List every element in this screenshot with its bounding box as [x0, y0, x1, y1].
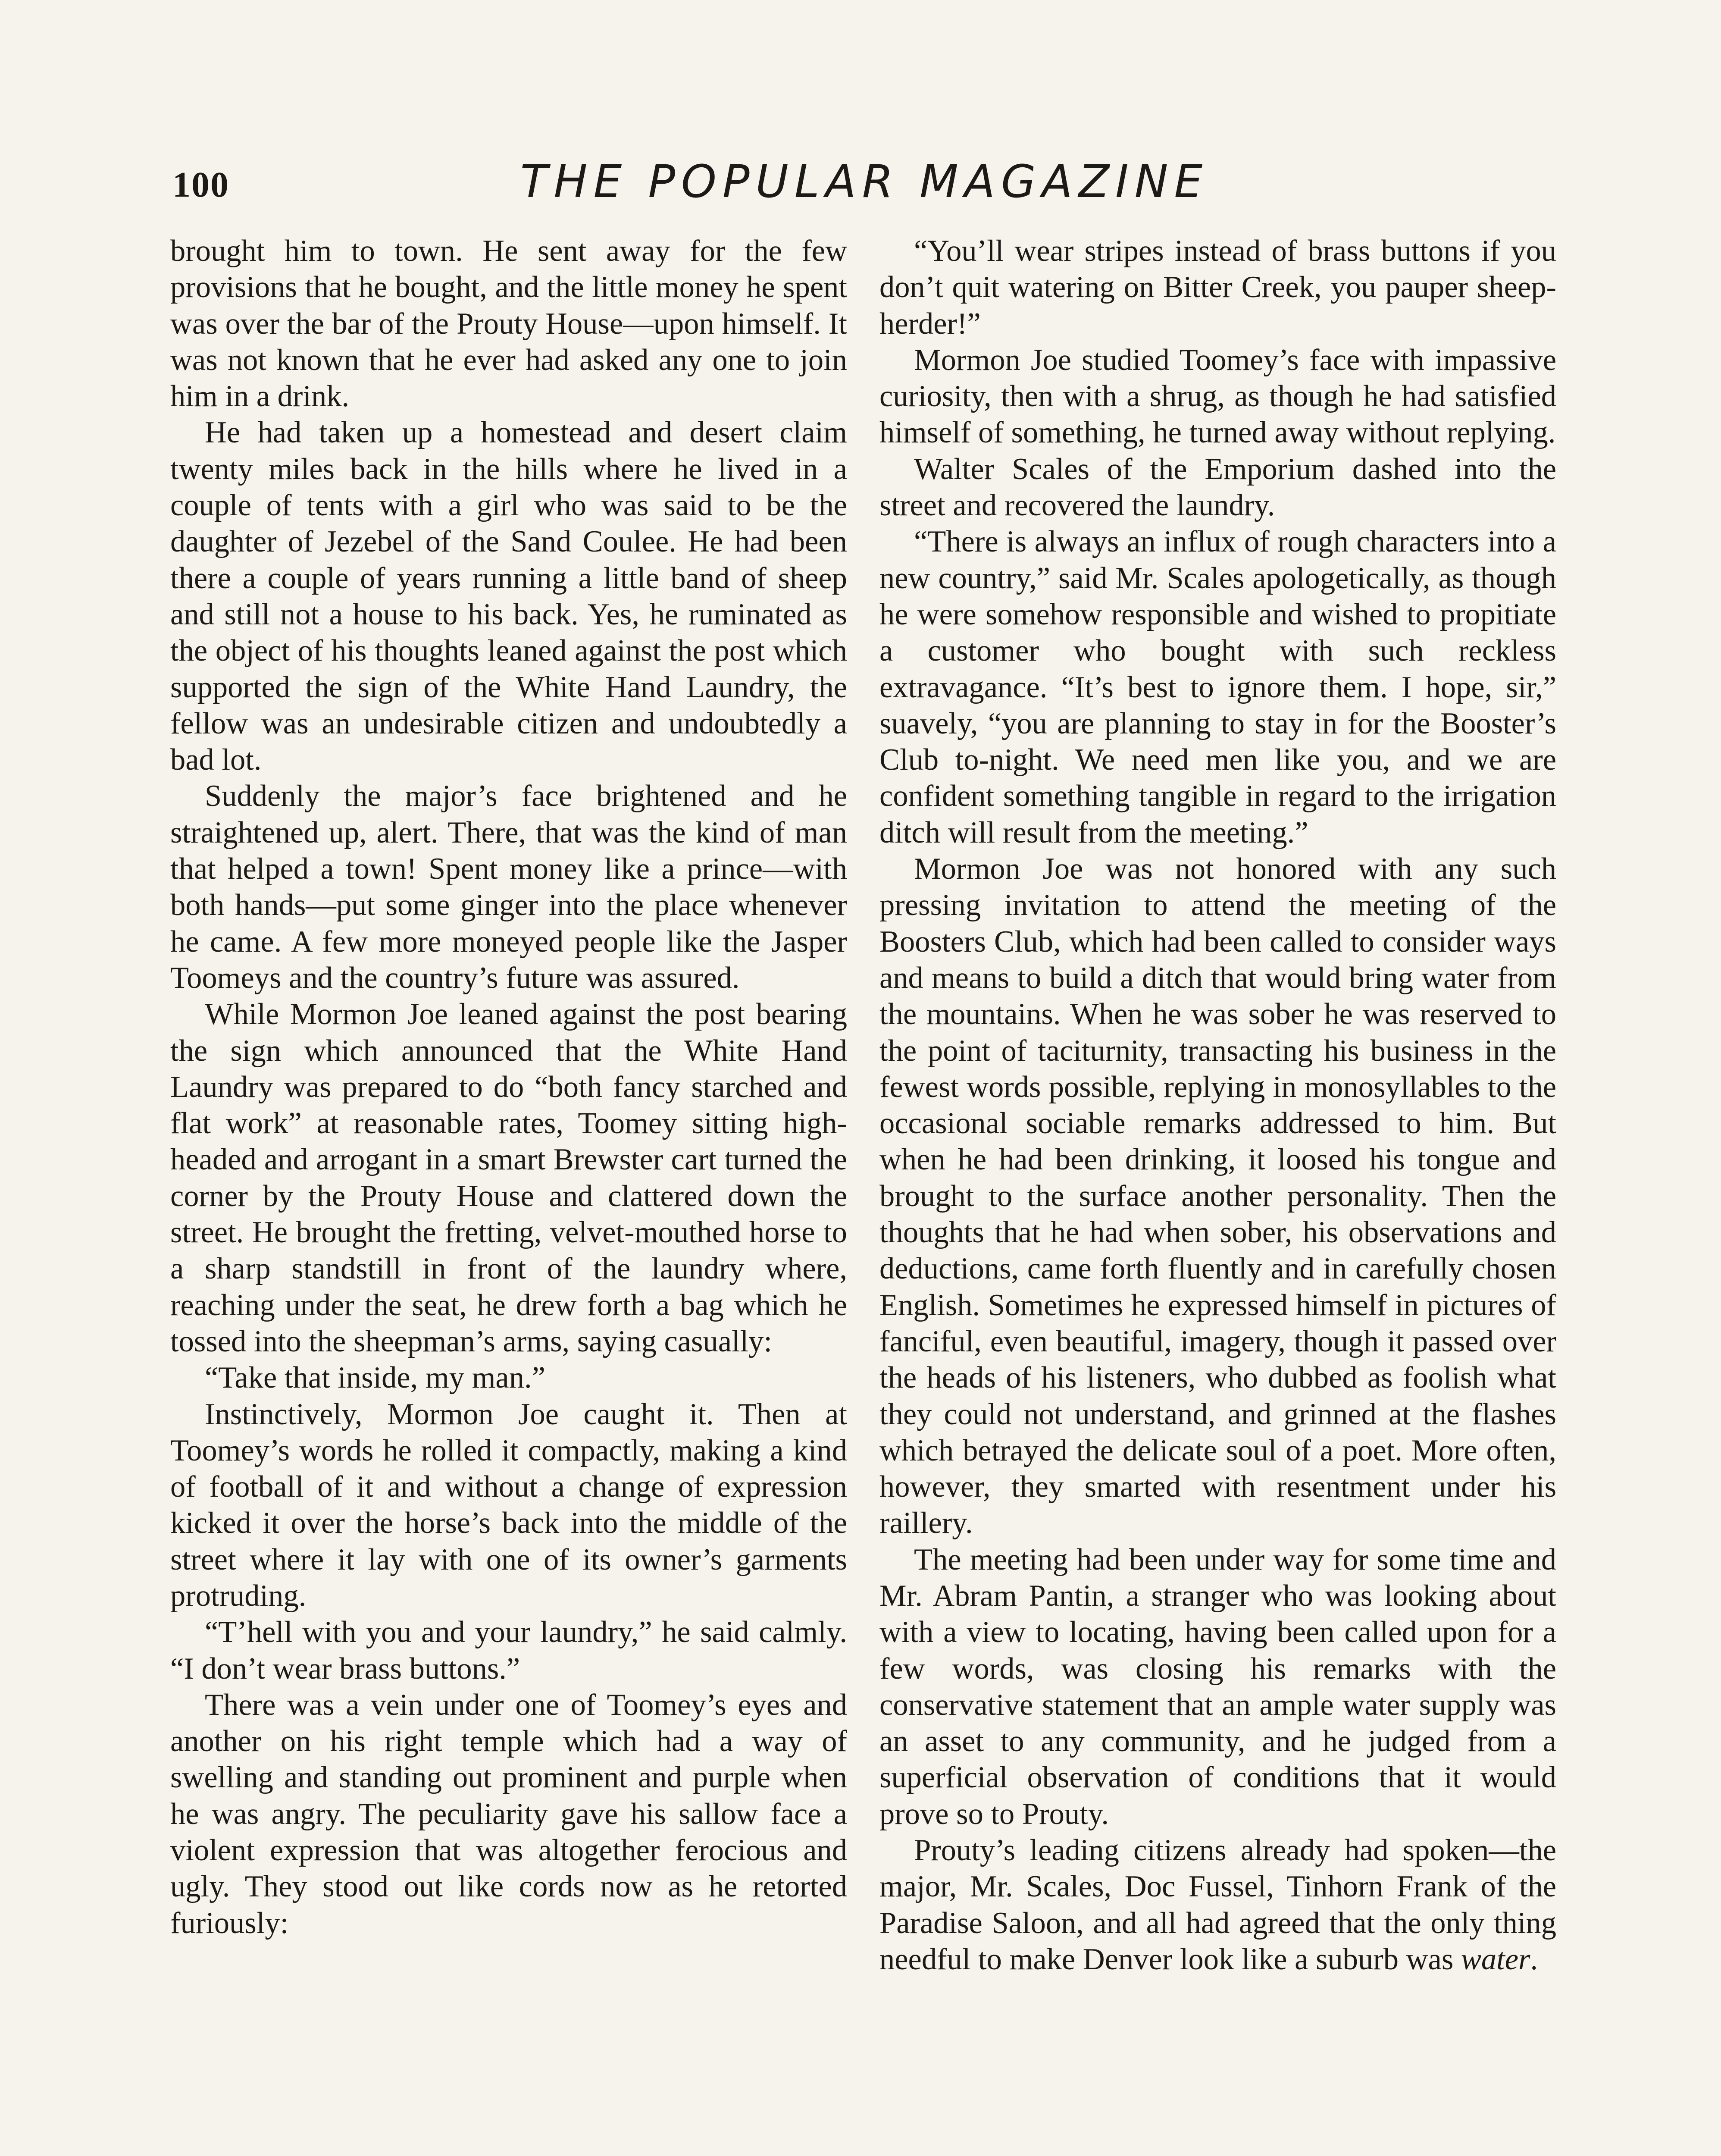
last-paragraph-text: Prouty’s leading citizens already had spoken—the major, Mr. Scales, Doc Fussel, Tinhorn Frank of the Paradise Saloon, and all had agreed that the only thing needful to make Denver look like a suburb was — [879, 1833, 1556, 1976]
paragraph: Walter Scales of the Emporium dashed into the street and recovered the laundry. — [879, 452, 1556, 523]
paragraph: “There is always an influx of rough characters into a new country,” said Mr. Scales apologetically, as though he were somehow responsible and wished to propitiate a customer who bought with such reckless extravagance. “It’s best to ignore them. I hope, sir,” suavely, “you are planning to stay in for the Booster’s Club to-night. We need men like you, and we are confident something tangible in regard to the irrigation ditch will result from the meeting.” — [879, 525, 1556, 849]
paragraph: “Take that inside, my man.” — [205, 1361, 545, 1395]
paragraph: Mormon Joe was not honored with any such pressing invitation to attend the meeting of the Boosters Club, which had been called to consider ways and means to build a ditch that would bring water from the mountains. When he was sober he was reserved to the point of taciturnity, transacting his business in the fewest words possible, replying in monosyllables to the occasional sociable remarks addressed to him. But when he had been drinking, it loosed his tongue and brought to the surface another personality. Then the thoughts that he had when sober, his observations and deductions, came forth fluently and in carefully chosen English. Sometimes he expressed himself in pictures of fanciful, even beautiful, imagery, though it passed over the heads of his listeners, who dubbed as foolish what they could not understand, and grinned at the flashes which betrayed the delicate soul of a poet. More often, however, they smarted with resentment under his raillery. — [879, 852, 1556, 1540]
paragraph: brought him to town. He sent away for the few provisions that he bought, and the little money he spent was over the bar of the Prouty House—upon himself. It was not known that he ever had asked any one to join him in a drink. — [170, 234, 847, 414]
last-paragraph — [879, 1832, 1556, 1977]
paragraph: The meeting had been under way for some time and Mr. Abram Pantin, a stranger who was looking about with a view to locating, having been called upon for a few words, was closing his remarks with the conservative statement that an ample water supply was an asset to any community, and he judged from a superficial observation of conditions that it would prove so to Prouty. — [879, 1542, 1556, 1831]
paragraph: Suddenly the major’s face brightened and he straightened up, alert. There, that was the kind of man that helped a town! Spent money like a prince—with both hands—put some ginger into the place whenever he came. A few more moneyed people like the Jasper Toomeys and the country’s future was assured. — [170, 779, 847, 995]
emphasized-word: water — [1461, 1942, 1530, 1976]
right-column — [879, 233, 1556, 1977]
paragraph: “You’ll wear stripes instead of brass buttons if you don’t quit watering on Bitter Creek, you pauper sheep-herder!” — [879, 234, 1556, 341]
last-paragraph-end: . — [1530, 1942, 1538, 1976]
paragraph: “T’hell with you and your laundry,” he said calmly. “I don’t wear brass buttons.” — [170, 1615, 847, 1686]
left-column — [170, 233, 847, 1941]
page-number: 100 — [172, 165, 229, 205]
page-header — [164, 155, 1565, 216]
paragraph: Mormon Joe studied Toomey’s face with impassive curiosity, then with a shrug, as though he had satisfied himself of something, he turned away without replying. — [879, 343, 1556, 450]
paragraph: There was a vein under one of Toomey’s eyes and another on his right temple which had a way of swelling and standing out prominent and purple when he was angry. The peculiarity gave his sallow face a violent expression that was altogether ferocious and ugly. They stood out like cords now as he retorted furiously: — [170, 1688, 847, 1940]
paragraph: He had taken up a homestead and desert claim twenty miles back in the hills where he lived in a couple of tents with a girl who was said to be the daughter of Jezebel of the Sand Coulee. He had been there a couple of years running a little band of sheep and still not a house to his back. Yes, he ruminated as the object of his thoughts leaned against the post which supported the sign of the White Hand Laundry, the fellow was an undesirable citizen and undoubtedly a bad lot. — [170, 416, 847, 777]
paragraph: While Mormon Joe leaned against the post bearing the sign which announced that the White Hand Laundry was prepared to do “both fancy starched and flat work” at reasonable rates, Toomey sitting high-headed and arrogant in a smart Brewster cart turned the corner by the Prouty House and clattered down the street. He brought the fretting, velvet-mouthed horse to a sharp standstill in front of the laundry where, reaching under the seat, he drew forth a bag which he tossed into the sheepman’s arms, saying casually: — [170, 997, 847, 1358]
magazine-title: THE POPULAR MAGAZINE — [520, 155, 1209, 208]
paragraph: Instinctively, Mormon Joe caught it. Then at Toomey’s words he rolled it compactly, making a kind of football of it and without a change of expression kicked it over the horse’s back into the middle of the street where it lay with one of its owner’s garments protruding. — [170, 1397, 847, 1613]
